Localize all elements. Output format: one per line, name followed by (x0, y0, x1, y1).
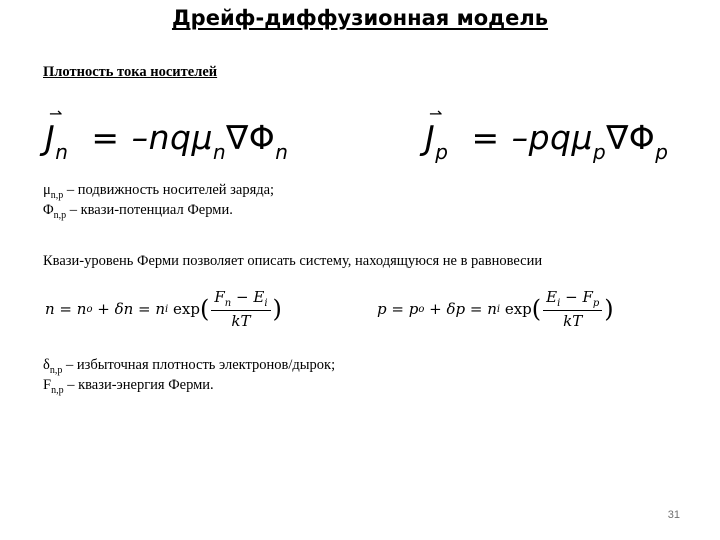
definition-mobility: $\mu_{n,p}$ – подвижность носителей заряда; (43, 182, 275, 201)
page-number: 31 (667, 509, 680, 521)
quasi-level-text: Квази-уровень Ферми позволяет описать систему, находящуюся не в равновесии (43, 253, 543, 269)
slide-title (0, 6, 720, 30)
definition-quasi-energy: $F_{n,p}$ – квази-энергия Ферми. (43, 377, 214, 396)
vector-arrow-icon: ⇀ (49, 104, 63, 123)
fraction-n: $\frac{F_n - E_i}{kT}$ (211, 288, 270, 330)
section-heading: Плотность тока носителей (43, 64, 218, 80)
fraction-p: $\frac{E_i - F_p}{kT}$ (543, 288, 602, 330)
formula-current-n: ⇀ $J_n = -nq\mu_n\nabla\Phi_n$ (45, 104, 289, 164)
definition-excess-density: $\delta_{n,p}$ – избыточная плотность электронов/дырок; (43, 357, 336, 376)
vector-jn: ⇀ J (45, 104, 63, 157)
formula-current-p: ⇀ $J_p = -pq\mu_p\nabla\Phi_p$ (425, 104, 669, 164)
vector-jp: ⇀ J (425, 104, 443, 157)
formula-concentration-p: p = p o + δp = n i exp ( $\frac{E_i - F_p}{kT}$ ) (377, 288, 614, 330)
formula-concentration-n: n = n o + δn = n i exp ( $\frac{F_n - E_i}{kT}$ ) (45, 288, 282, 330)
slide-title-text: Дрейф-диффузионная модель (171, 6, 549, 30)
definition-quasi-potential: $\Phi_{n,p}$ – квази-потенциал Ферми. (43, 202, 233, 221)
vector-arrow-icon: ⇀ (429, 104, 443, 123)
